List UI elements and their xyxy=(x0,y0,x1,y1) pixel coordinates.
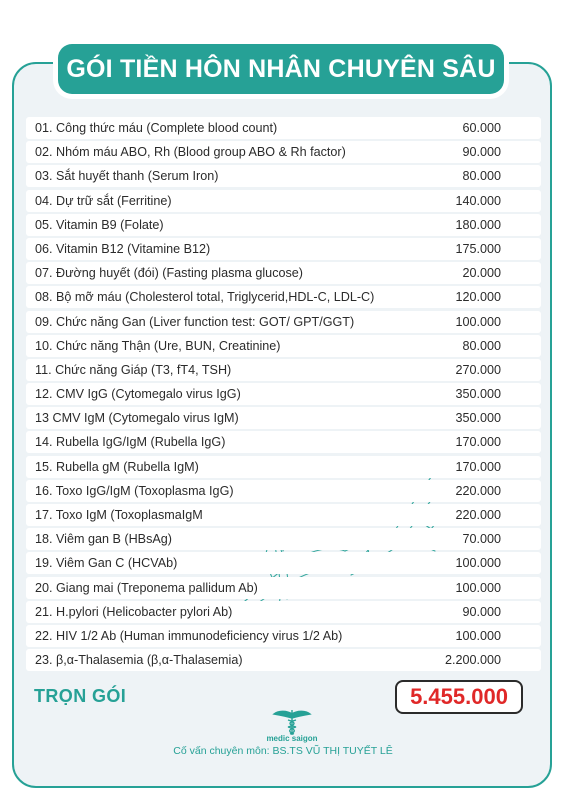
test-row xyxy=(26,601,541,623)
test-row xyxy=(26,238,541,260)
test-row xyxy=(26,456,541,478)
test-name: 07. Đường huyết (đói) (Fasting plasma glucose) xyxy=(35,266,303,281)
test-name: 14. Rubella IgG/IgM (Rubella IgG) xyxy=(35,435,226,450)
test-price: 220.000 xyxy=(455,483,501,498)
test-row xyxy=(26,214,541,236)
total-label: TRỌN GÓI xyxy=(34,686,127,706)
test-name: 01. Công thức máu (Complete blood count) xyxy=(35,121,278,135)
test-row xyxy=(26,286,541,308)
test-row xyxy=(26,165,541,187)
test-row xyxy=(26,552,541,574)
test-row xyxy=(26,407,541,429)
test-price: 120.000 xyxy=(455,290,501,305)
test-row xyxy=(26,335,541,357)
total-price-box xyxy=(395,680,523,714)
test-row xyxy=(26,528,541,550)
test-row xyxy=(26,480,541,502)
test-name: 08. Bộ mỡ máu (Cholesterol total, Triglycerid,HDL-C, LDL-C) xyxy=(35,290,375,305)
test-price: 90.000 xyxy=(462,604,501,619)
test-name: 06. Vitamin B12 (Vitamine B12) xyxy=(35,241,211,256)
test-price: 100.000 xyxy=(455,580,501,595)
test-name: 18. Viêm gan B (HBsAg) xyxy=(35,532,172,547)
test-name: 02. Nhóm máu ABO, Rh (Blood group ABO & Rh factor) xyxy=(35,145,346,160)
test-price: 60.000 xyxy=(462,121,501,135)
caduceus-icon xyxy=(272,708,312,736)
test-row xyxy=(26,141,541,163)
test-name: 12. CMV IgG (Cytomegalo virus IgG) xyxy=(35,387,241,402)
test-row xyxy=(26,262,541,284)
logo-text: medic saigon xyxy=(266,734,318,743)
test-name: 21. H.pylori (Helicobacter pylori Ab) xyxy=(35,604,233,619)
test-price: 2.200.000 xyxy=(444,653,501,668)
test-name: 22. HIV 1/2 Ab (Human immunodeficiency virus 1/2 Ab) xyxy=(35,628,343,643)
test-name: 09. Chức năng Gan (Liver function test: GOT/ GPT/GGT) xyxy=(35,314,355,329)
test-price: 175.000 xyxy=(455,241,501,256)
medic-saigon-logo xyxy=(262,708,322,748)
page-title: GÓI TIỀN HÔN NHÂN CHUYÊN SÂU xyxy=(58,44,504,94)
test-name: 10. Chức năng Thận (Ure, BUN, Creatinine) xyxy=(35,338,281,353)
test-name: 15. Rubella gM (Rubella IgM) xyxy=(35,459,199,474)
test-name: 19. Viêm Gan C (HCVAb) xyxy=(35,556,178,571)
test-name: 16. Toxo IgG/IgM (Toxoplasma IgG) xyxy=(35,483,234,498)
test-row xyxy=(26,577,541,599)
test-price: 350.000 xyxy=(455,387,501,402)
test-row xyxy=(26,311,541,333)
test-row xyxy=(26,504,541,526)
test-name: 04. Dự trữ sắt (Ferritine) xyxy=(35,193,172,208)
test-price: 180.000 xyxy=(455,217,501,232)
test-price: 270.000 xyxy=(455,362,501,377)
test-name: 13 CMV IgM (Cytomegalo virus IgM) xyxy=(35,411,239,426)
advisor-credit: Cố vấn chuyên môn: BS.TS VŨ THỊ TUYẾT LÊ xyxy=(173,745,393,757)
total-price: 5.455.000 xyxy=(410,684,508,709)
test-price: 80.000 xyxy=(462,338,501,353)
test-row xyxy=(26,359,541,381)
test-price: 90.000 xyxy=(462,145,501,160)
test-price: 100.000 xyxy=(455,314,501,329)
test-name: 23. β,α-Thalasemia (β,α-Thalasemia) xyxy=(35,653,243,668)
test-price: 170.000 xyxy=(455,459,501,474)
test-name: 11. Chức năng Giáp (T3, fT4, TSH) xyxy=(35,362,232,377)
test-price: 350.000 xyxy=(455,411,501,426)
test-name: 05. Vitamin B9 (Folate) xyxy=(35,217,164,232)
test-price: 140.000 xyxy=(455,193,501,208)
test-row xyxy=(26,431,541,453)
test-row xyxy=(26,383,541,405)
test-name: 17. Toxo IgM (ToxoplasmaIgM xyxy=(35,508,203,522)
test-price: 100.000 xyxy=(455,628,501,643)
test-price: 100.000 xyxy=(455,556,501,571)
test-list xyxy=(26,117,541,673)
test-row xyxy=(26,117,541,139)
test-name: 03. Sắt huyết thanh (Serum Iron) xyxy=(35,169,219,184)
test-price: 80.000 xyxy=(462,169,501,184)
test-price: 70.000 xyxy=(462,532,501,547)
test-row xyxy=(26,190,541,212)
test-row xyxy=(26,625,541,647)
test-price: 170.000 xyxy=(455,435,501,450)
test-price: 20.000 xyxy=(462,266,501,281)
test-row xyxy=(26,649,541,671)
test-name: 20. Giang mai (Treponema pallidum Ab) xyxy=(35,580,258,595)
test-price: 220.000 xyxy=(455,508,501,522)
